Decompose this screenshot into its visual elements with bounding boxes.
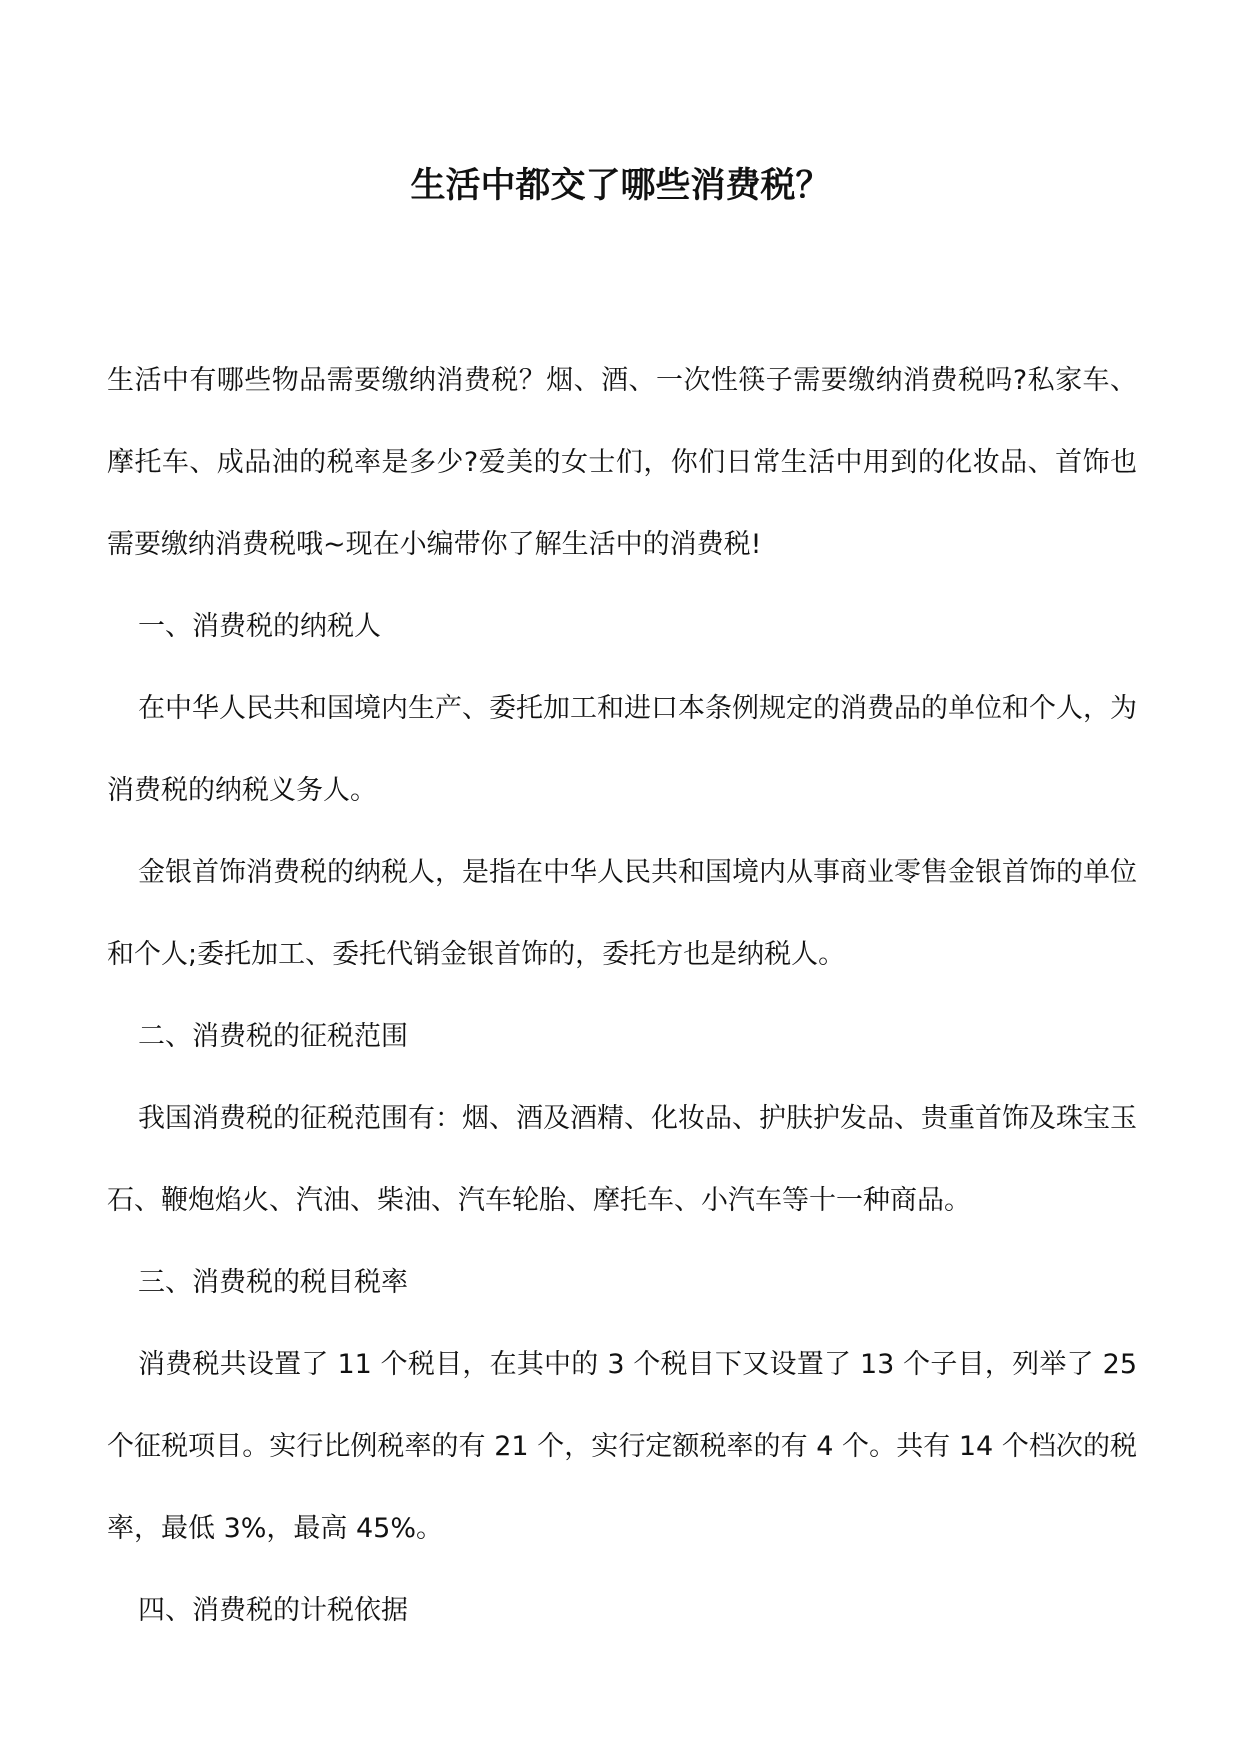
paragraph-jewelry-taxpayer: 金银首饰消费税的纳税人，是指在中华人民共和国境内从事商业零售金银首饰的单位和个人;委托加工、委托代销金银首饰的，委托方也是纳税人。 — [107, 857, 1137, 970]
paragraph-rates: 消费税共设置了 11 个税目，在其中的 3 个税目下又设置了 13 个子目，列举了 25 个征税项目。实行比例税率的有 21 个，实行定额税率的有 4 个。共有 14 个档次的税率，最低 3%，最高 45%。 — [107, 1349, 1137, 1544]
section-heading-basis: 四、消费税的计税依据 — [138, 1595, 408, 1626]
document-body — [107, 340, 1137, 1652]
section-heading-taxpayer: 一、消费税的纳税人 — [138, 611, 381, 642]
section-heading-rates: 三、消费税的税目税率 — [138, 1267, 408, 1298]
paragraph-scope: 我国消费税的征税范围有：烟、酒及酒精、化妆品、护肤护发品、贵重首饰及珠宝玉石、鞭炮焰火、汽油、柴油、汽车轮胎、摩托车、小汽车等十一种商品。 — [107, 1103, 1137, 1216]
section-heading-scope: 二、消费税的征税范围 — [138, 1021, 408, 1052]
intro-paragraph: 生活中有哪些物品需要缴纳消费税？烟、酒、一次性筷子需要缴纳消费税吗?私家车、摩托车、成品油的税率是多少?爱美的女士们，你们日常生活中用到的化妆品、首饰也需要缴纳消费税哦~现在小编带你了解生活中的消费税! — [107, 365, 1137, 560]
document-title: 生活中都交了哪些消费税？ — [410, 165, 831, 206]
paragraph-taxpayer-definition: 在中华人民共和国境内生产、委托加工和进口本条例规定的消费品的单位和个人，为消费税的纳税义务人。 — [107, 693, 1137, 806]
